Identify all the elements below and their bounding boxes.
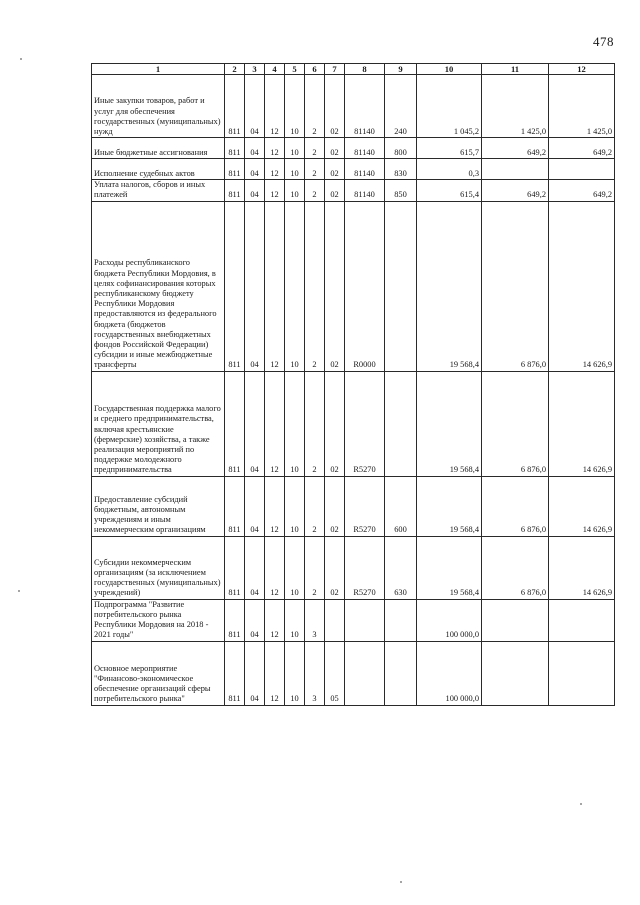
table-cell: 811: [225, 371, 245, 476]
table-cell: 811: [225, 536, 245, 599]
row-description: Предоставление субсидий бюджетным, автономным учреждениям и иным некоммерческим организациям: [92, 476, 225, 536]
table-cell: 04: [245, 476, 265, 536]
table-cell: 811: [225, 138, 245, 159]
table-row: [92, 536, 615, 599]
table-cell: [549, 599, 615, 641]
table-cell: 2: [305, 159, 325, 180]
table-cell: 12: [265, 138, 285, 159]
table-row: [92, 371, 615, 476]
table-row: [92, 138, 615, 159]
row-description: Подпрограмма "Развитие потребительского рынка Республики Мордовия на 2018 - 2021 годы": [92, 599, 225, 641]
table-cell: 02: [325, 138, 345, 159]
table-cell: 0,3: [417, 159, 482, 180]
table-cell: 02: [325, 536, 345, 599]
table-cell: R5270: [345, 371, 385, 476]
table-cell: 12: [265, 641, 285, 705]
table-cell: 04: [245, 180, 265, 201]
table-cell: 240: [385, 75, 417, 138]
row-description: Уплата налогов, сборов и иных платежей: [92, 180, 225, 201]
table-cell: 811: [225, 476, 245, 536]
table-cell: 10: [285, 201, 305, 371]
table-cell: 02: [325, 159, 345, 180]
table-cell: [345, 599, 385, 641]
column-header: 3: [245, 64, 265, 75]
row-description: Исполнение судебных актов: [92, 159, 225, 180]
column-header: 1: [92, 64, 225, 75]
table-cell: 04: [245, 641, 265, 705]
table-cell: [385, 599, 417, 641]
table-cell: 81140: [345, 180, 385, 201]
page-number: 478: [593, 34, 614, 49]
table-cell: 10: [285, 599, 305, 641]
table-cell: 14 626,9: [549, 476, 615, 536]
table-cell: 830: [385, 159, 417, 180]
column-header: 4: [265, 64, 285, 75]
table-cell: 10: [285, 75, 305, 138]
table-cell: 10: [285, 180, 305, 201]
table-cell: 12: [265, 536, 285, 599]
table-cell: [482, 599, 549, 641]
row-description: Расходы республиканского бюджета Республики Мордовия, в целях софинансирования которых республиканскому бюджету Республики Мордовия предоставляются из федерального бюджета (бюджетов государственных внебюджетных фондов Российской Федерации) субсидии и иные межбюджетные трансферты: [92, 201, 225, 371]
table-row: [92, 201, 615, 371]
column-header: 5: [285, 64, 305, 75]
table-cell: 04: [245, 599, 265, 641]
table-cell: 811: [225, 180, 245, 201]
table-cell: 649,2: [549, 180, 615, 201]
column-header: 9: [385, 64, 417, 75]
table-row: [92, 599, 615, 641]
table-cell: 05: [325, 641, 345, 705]
table-cell: [482, 641, 549, 705]
table-cell: 81140: [345, 75, 385, 138]
column-header: 6: [305, 64, 325, 75]
table-row: [92, 476, 615, 536]
table-cell: 1 045,2: [417, 75, 482, 138]
table-cell: 04: [245, 371, 265, 476]
table-cell: 2: [305, 201, 325, 371]
table-row: [92, 641, 615, 705]
row-description: Государственная поддержка малого и среднего предпринимательства, включая крестьянские (фермерские) хозяйства, а также реализация мероприятий по поддержке молодежного предпринимательства: [92, 371, 225, 476]
table-cell: 04: [245, 159, 265, 180]
table-cell: 19 568,4: [417, 201, 482, 371]
table-cell: 1 425,0: [549, 75, 615, 138]
table-cell: 811: [225, 641, 245, 705]
table-cell: 12: [265, 159, 285, 180]
table-cell: 12: [265, 201, 285, 371]
table-cell: R5270: [345, 476, 385, 536]
table-row: [92, 159, 615, 180]
table-cell: 3: [305, 599, 325, 641]
table-cell: 6 876,0: [482, 476, 549, 536]
table-cell: 10: [285, 536, 305, 599]
table-cell: 811: [225, 599, 245, 641]
table-cell: [482, 159, 549, 180]
table-cell: [385, 641, 417, 705]
table-cell: 2: [305, 138, 325, 159]
table-cell: 100 000,0: [417, 599, 482, 641]
table-cell: 6 876,0: [482, 536, 549, 599]
table-cell: 81140: [345, 138, 385, 159]
table-cell: [549, 159, 615, 180]
table-cell: 10: [285, 138, 305, 159]
column-header: 2: [225, 64, 245, 75]
table-row: [92, 75, 615, 138]
table-cell: 12: [265, 75, 285, 138]
table-cell: 649,2: [549, 138, 615, 159]
table-cell: 800: [385, 138, 417, 159]
table-cell: [385, 371, 417, 476]
table-cell: 6 876,0: [482, 201, 549, 371]
table-cell: 02: [325, 371, 345, 476]
table-cell: 04: [245, 138, 265, 159]
column-header: 12: [549, 64, 615, 75]
table-cell: [345, 641, 385, 705]
table-cell: 04: [245, 201, 265, 371]
row-description: Основное мероприятие "Финансово-экономическое обеспечение организаций сферы потребительского рынка": [92, 641, 225, 705]
table-cell: 3: [305, 641, 325, 705]
table-cell: 02: [325, 201, 345, 371]
column-header: 10: [417, 64, 482, 75]
table-cell: 811: [225, 201, 245, 371]
table-cell: 02: [325, 476, 345, 536]
table-cell: [385, 201, 417, 371]
scan-speck: [580, 803, 582, 805]
table-cell: 81140: [345, 159, 385, 180]
table-cell: 811: [225, 159, 245, 180]
table-cell: 2: [305, 536, 325, 599]
table-cell: 2: [305, 371, 325, 476]
table-cell: 2: [305, 180, 325, 201]
table-cell: 02: [325, 75, 345, 138]
table-cell: 14 626,9: [549, 536, 615, 599]
table-cell: 2: [305, 476, 325, 536]
table-cell: 19 568,4: [417, 476, 482, 536]
table-cell: 649,2: [482, 138, 549, 159]
table-cell: 1 425,0: [482, 75, 549, 138]
table-row: [92, 180, 615, 201]
table-cell: 12: [265, 371, 285, 476]
table-cell: 02: [325, 180, 345, 201]
table-cell: 14 626,9: [549, 201, 615, 371]
table-cell: 10: [285, 371, 305, 476]
budget-table: [91, 63, 615, 706]
table-cell: 19 568,4: [417, 371, 482, 476]
header-row: [92, 64, 615, 75]
scan-speck: [18, 590, 20, 592]
table-cell: 19 568,4: [417, 536, 482, 599]
row-description: Иные бюджетные ассигнования: [92, 138, 225, 159]
table-cell: R5270: [345, 536, 385, 599]
scan-speck: [20, 58, 22, 60]
row-description: Субсидии некоммерческим организациям (за исключением государственных (муниципальных) учреждений): [92, 536, 225, 599]
table-cell: 04: [245, 75, 265, 138]
column-header: 8: [345, 64, 385, 75]
scan-speck: [400, 881, 402, 883]
table-cell: [325, 599, 345, 641]
table-cell: 12: [265, 599, 285, 641]
table-cell: 10: [285, 159, 305, 180]
table-cell: 615,7: [417, 138, 482, 159]
table-cell: 100 000,0: [417, 641, 482, 705]
table-cell: 12: [265, 476, 285, 536]
table-cell: 850: [385, 180, 417, 201]
table-cell: 615,4: [417, 180, 482, 201]
table-cell: 10: [285, 476, 305, 536]
column-header: 7: [325, 64, 345, 75]
column-header: 11: [482, 64, 549, 75]
table-cell: R0000: [345, 201, 385, 371]
table-cell: 2: [305, 75, 325, 138]
table-cell: 04: [245, 536, 265, 599]
table-cell: 811: [225, 75, 245, 138]
table-cell: 6 876,0: [482, 371, 549, 476]
table-cell: 649,2: [482, 180, 549, 201]
table-cell: 630: [385, 536, 417, 599]
table-cell: 14 626,9: [549, 371, 615, 476]
table-cell: 10: [285, 641, 305, 705]
table-cell: 12: [265, 180, 285, 201]
table-cell: [549, 641, 615, 705]
row-description: Иные закупки товаров, работ и услуг для обеспечения государственных (муниципальных) нужд: [92, 75, 225, 138]
table-cell: 600: [385, 476, 417, 536]
